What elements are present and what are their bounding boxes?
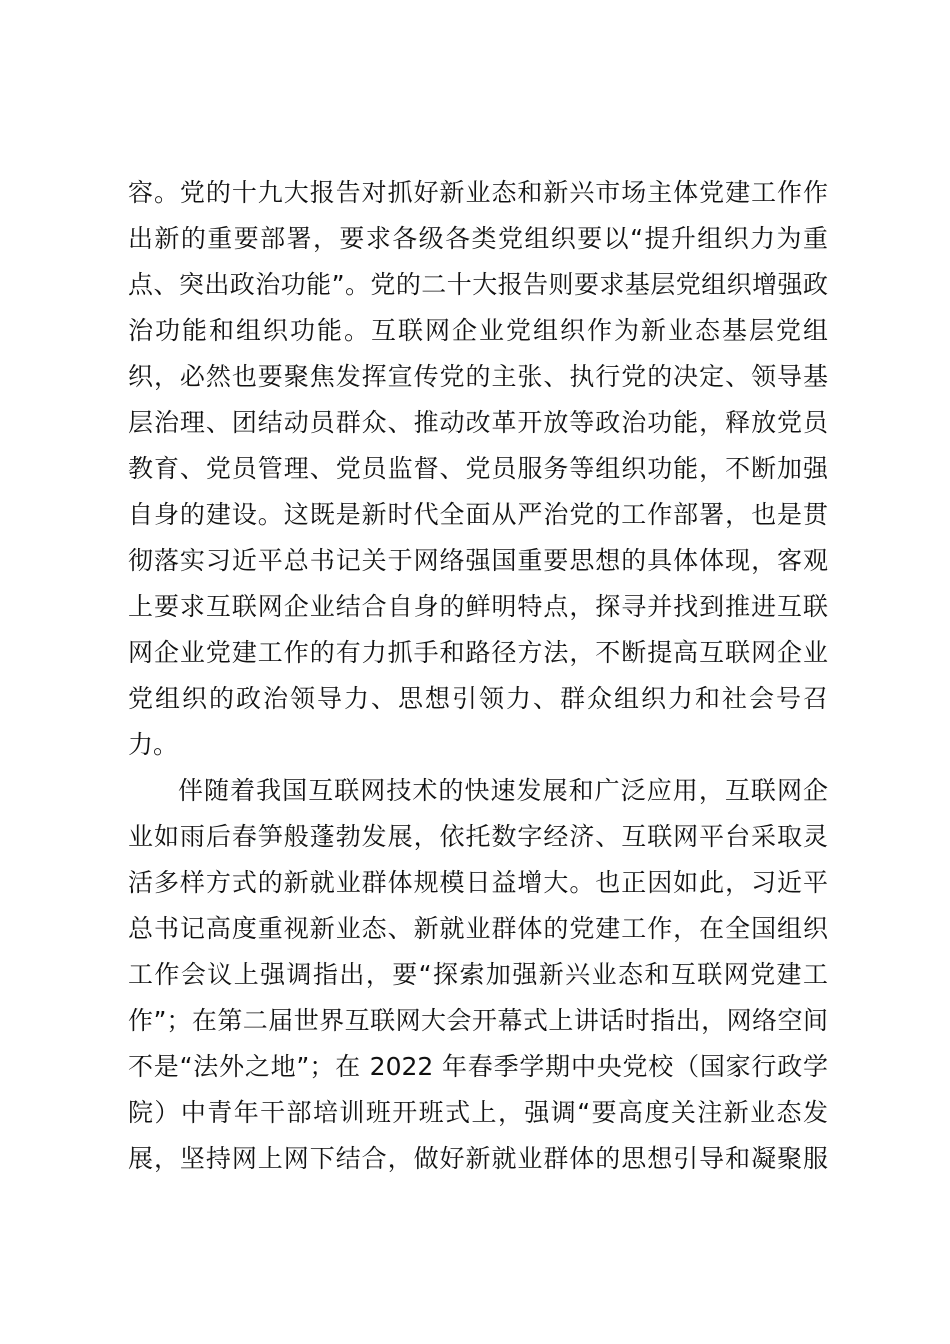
paragraph-1-line-5: 织，必然也要聚焦发挥宣传党的主张、执行党的决定、领导基 (128, 362, 828, 391)
paragraph-1-line-4: 治功能和组织功能。互联网企业党组织作为新业态基层党组 (128, 316, 828, 345)
paragraph-2-line-6: 作”；在第二届世界互联网大会开幕式上讲话时指出，网络空间 (128, 1006, 828, 1035)
paragraph-1-line-6: 层治理、团结动员群众、推动改革开放等政治功能，释放党员 (128, 408, 828, 437)
paragraph-2-line-4: 总书记高度重视新业态、新就业群体的党建工作，在全国组织 (128, 914, 828, 943)
paragraph-1-line-7: 教育、党员管理、党员监督、党员服务等组织功能，不断加强 (128, 454, 828, 483)
paragraph-2-line-7: 不是“法外之地”；在 2022 年春季学期中央党校（国家行政学 (128, 1052, 828, 1081)
paragraph-2-line-1: 伴随着我国互联网技术的快速发展和广泛应用，互联网企 (178, 776, 828, 805)
paragraph-1-line-11: 网企业党建工作的有力抓手和路径方法，不断提高互联网企业 (128, 638, 828, 667)
paragraph-1-line-1: 容。党的十九大报告对抓好新业态和新兴市场主体党建工作作 (128, 178, 828, 207)
paragraph-1-line-3: 点、突出政治功能”。党的二十大报告则要求基层党组织增强政 (128, 270, 828, 299)
paragraph-1-line-8: 自身的建设。这既是新时代全面从严治党的工作部署，也是贯 (128, 500, 828, 529)
paragraph-2-line-9: 展，坚持网上网下结合，做好新就业群体的思想引导和凝聚服 (128, 1144, 828, 1173)
paragraph-2-line-2: 业如雨后春笋般蓬勃发展，依托数字经济、互联网平台采取灵 (128, 822, 828, 851)
paragraph-1-line-13: 力。 (128, 730, 179, 759)
paragraph-1-line-9: 彻落实习近平总书记关于网络强国重要思想的具体体现，客观 (128, 546, 828, 575)
paragraph-2-line-8: 院）中青年干部培训班开班式上，强调“要高度关注新业态发 (128, 1098, 828, 1127)
paragraph-1-line-2: 出新的重要部署，要求各级各类党组织要以“提升组织力为重 (128, 224, 828, 253)
paragraph-1-line-10: 上要求互联网企业结合自身的鲜明特点，探寻并找到推进互联 (128, 592, 828, 621)
paragraph-2-line-5: 工作会议上强调指出，要“探索加强新兴业态和互联网党建工 (128, 960, 828, 989)
paragraph-2-line-3: 活多样方式的新就业群体规模日益增大。也正因如此，习近平 (128, 868, 828, 897)
paragraph-1-line-12: 党组织的政治领导力、思想引领力、群众组织力和社会号召 (128, 684, 828, 713)
